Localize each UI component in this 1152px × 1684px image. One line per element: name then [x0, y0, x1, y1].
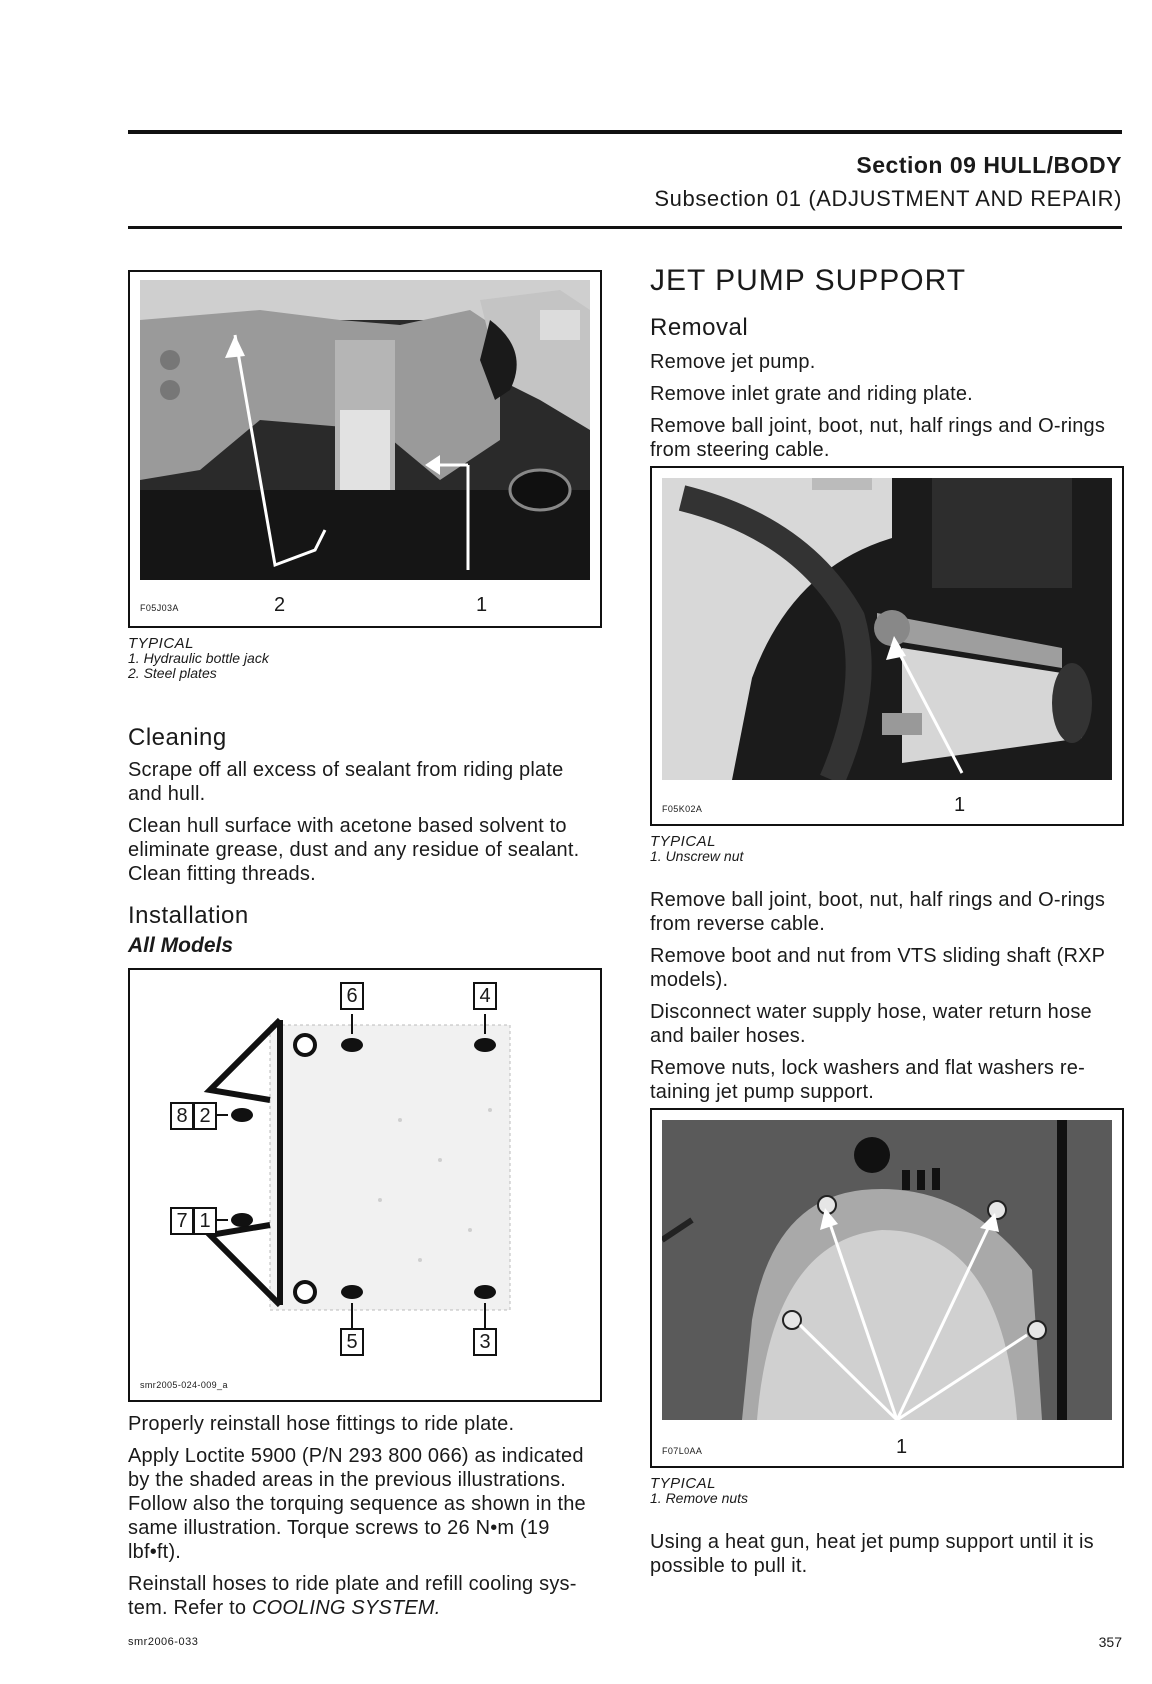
removal-heading: Removal: [650, 314, 749, 341]
figure-torque-sequence: [128, 968, 602, 1402]
figure-code: smr2005-024-009_a: [140, 1380, 228, 1390]
subsection-title: Subsection 01 (ADJUSTMENT AND REPAIR): [654, 186, 1122, 211]
figure-remove-nuts: [650, 1108, 1124, 1468]
caption-item: 1. Hydraulic bottle jack: [128, 650, 269, 666]
caption-item: 1. Unscrew nut: [650, 848, 744, 864]
cleaning-paragraph: Clean hull surface with acetone based solvent to eliminate grease, dust and any residue of sealant. Clean fitting threads.: [128, 815, 580, 885]
caption-title: TYPICAL: [650, 1475, 717, 1492]
sequence-number-4: 4: [473, 982, 497, 1010]
figure-code: F05J03A: [140, 603, 179, 613]
removal-step: Remove jet pump.: [650, 351, 816, 373]
sequence-number-7: 7: [170, 1207, 194, 1235]
removal-step: Remove boot and nut from VTS sliding shaft (RXP models).: [650, 945, 1105, 991]
figure-caption: [650, 1476, 1120, 1506]
figure-caption: [128, 636, 598, 681]
removal-step: Remove ball joint, boot, nut, half rings and O-rings from reverse cable.: [650, 889, 1106, 935]
torque-diagram: [130, 970, 600, 1400]
sequence-number-2: 2: [193, 1102, 217, 1130]
callout-1: 1: [476, 594, 488, 616]
all-models-subheading: All Models: [128, 934, 234, 957]
caption-title: TYPICAL: [650, 833, 717, 850]
removal-step: Remove nuts, lock washers and flat washers re-taining jet pump support.: [650, 1057, 1085, 1103]
caption-title: TYPICAL: [128, 635, 195, 652]
bottle-jack-photo: [140, 280, 590, 580]
callout-1: 1: [896, 1436, 908, 1458]
left-column: [128, 0, 602, 1684]
sequence-number-8: 8: [170, 1102, 194, 1130]
installation-paragraph: Properly reinstall hose fittings to ride plate.: [128, 1413, 515, 1435]
nuts-photo: [662, 1120, 1112, 1420]
steering-cable-photo: [662, 478, 1112, 780]
section-title: Section 09 HULL/BODY: [856, 152, 1122, 178]
cooling-system-reference: COOLING SYSTEM.: [251, 1597, 441, 1619]
figure-code: F07L0AA: [662, 1446, 703, 1456]
caption-item: 2. Steel plates: [128, 665, 217, 681]
figure-bottle-jack: [128, 270, 602, 628]
figure-caption: [650, 834, 1120, 864]
removal-step: Remove ball joint, boot, nut, half rings and O-rings from steering cable.: [650, 415, 1106, 461]
installation-heading: Installation: [128, 902, 249, 929]
sequence-number-3: 3: [473, 1328, 497, 1356]
right-column: [650, 0, 1124, 1684]
page-number: 357: [1098, 1634, 1122, 1650]
installation-paragraph: Apply Loctite 5900 (P/N 293 800 066) as indicated by the shaded areas in the previous illustrations. Follow also the torquing sequence as shown in the same illustration. Torque screws to 26 N•m (19 lbf•ft).: [128, 1445, 586, 1563]
final-step: Using a heat gun, heat jet pump support until it is possible to pull it.: [650, 1531, 1094, 1577]
figure-unscrew-nut: [650, 466, 1124, 826]
sequence-number-5: 5: [340, 1328, 364, 1356]
removal-step: Remove inlet grate and riding plate.: [650, 383, 973, 405]
installation-text: Reinstall hoses to ride plate and refill cooling sys-tem. Refer to: [128, 1573, 577, 1619]
figure-code: F05K02A: [662, 804, 703, 814]
sequence-number-6: 6: [340, 982, 364, 1010]
callout-1: 1: [954, 794, 966, 816]
removal-step: Disconnect water supply hose, water return hose and bailer hoses.: [650, 1001, 1092, 1047]
sequence-number-1: 1: [193, 1207, 217, 1235]
footer-code: smr2006-033: [128, 1636, 199, 1648]
caption-item: 1. Remove nuts: [650, 1490, 749, 1506]
jet-pump-title: JET PUMP SUPPORT: [650, 264, 967, 297]
installation-paragraph: [128, 1572, 602, 1620]
cleaning-heading: Cleaning: [128, 724, 227, 751]
cleaning-paragraph: Scrape off all excess of sealant from riding plate and hull.: [128, 759, 564, 805]
callout-2: 2: [274, 594, 286, 616]
